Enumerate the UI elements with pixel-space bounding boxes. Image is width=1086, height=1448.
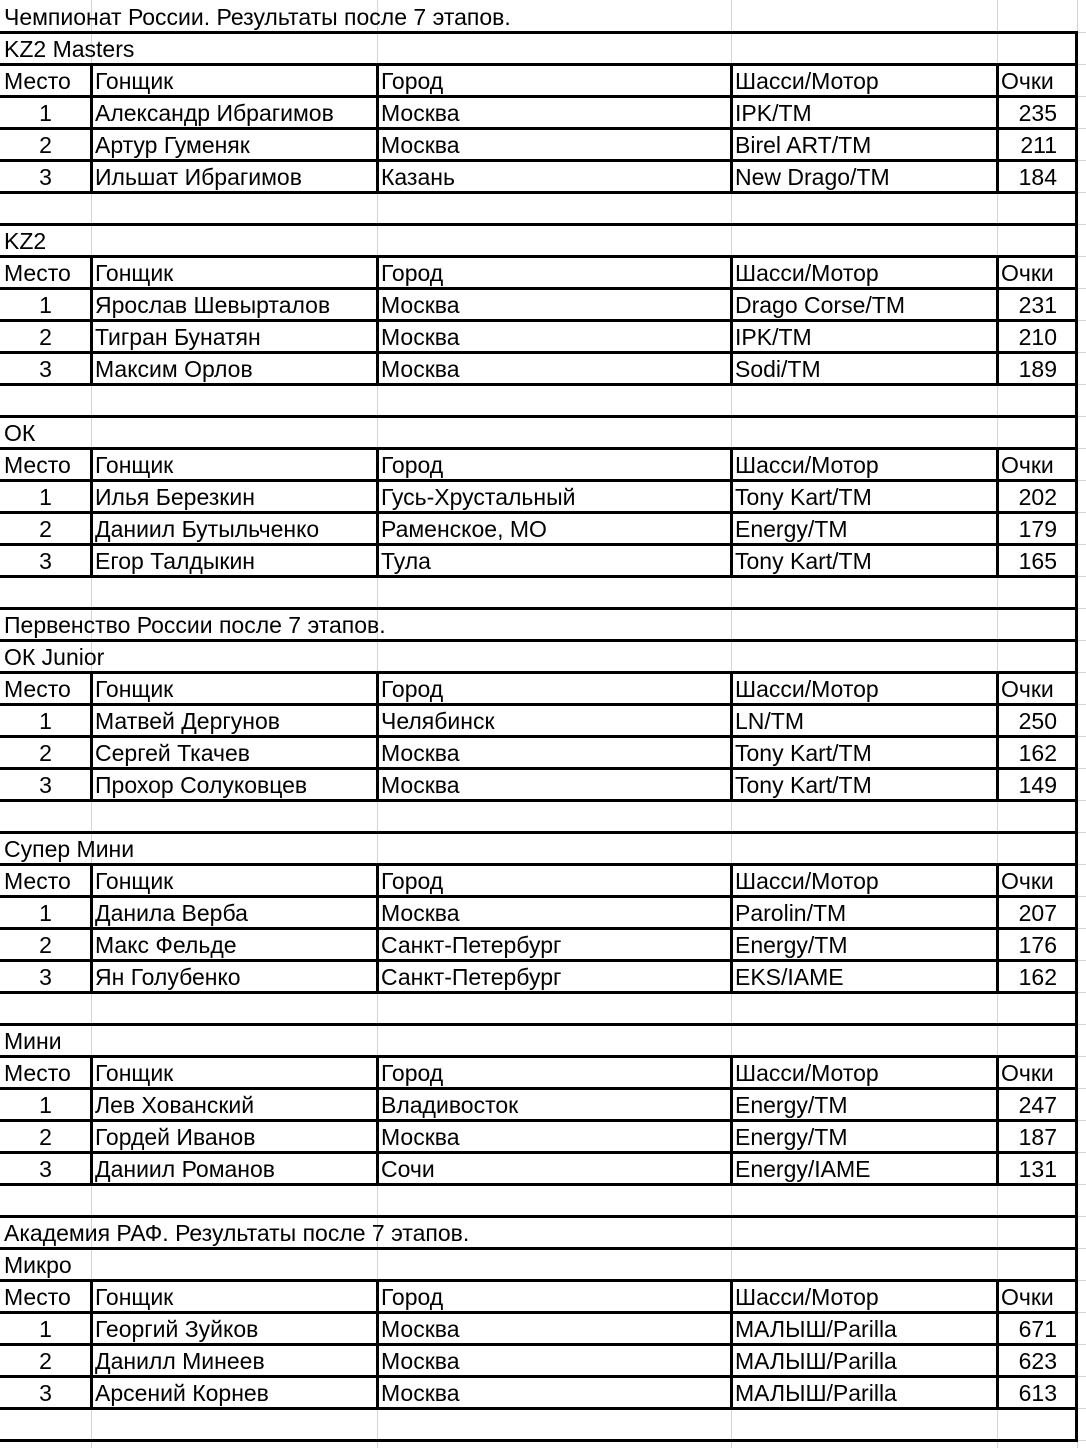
cell-driver[interactable]: Гордей Иванов [95, 1124, 256, 1150]
cell-city[interactable]: Москва [381, 772, 460, 798]
cell-driver[interactable]: Матвей Дергунов [95, 708, 280, 734]
cell-chassis[interactable]: МАЛЫШ/Parilla [735, 1348, 897, 1374]
cell-city[interactable]: Санкт-Петербург [381, 932, 562, 958]
table-row [0, 1312, 1078, 1344]
class-title-row [0, 32, 1078, 64]
column-header-city[interactable]: Город [381, 1060, 444, 1086]
table-row [0, 160, 1078, 192]
table-row [0, 960, 1078, 992]
cell-points[interactable]: 210 [1018, 324, 1057, 350]
cell-chassis[interactable]: Drago Corse/TM [735, 292, 905, 318]
cell-driver[interactable]: Георгий Зуйков [95, 1316, 259, 1342]
cell-driver[interactable]: Артур Гуменяк [95, 132, 250, 158]
cell-chassis[interactable]: Energy/TM [735, 1092, 848, 1118]
cell-points[interactable]: 187 [1018, 1124, 1057, 1150]
cell-chassis[interactable]: IPK/TM [735, 324, 812, 350]
cell-city[interactable]: Москва [381, 292, 460, 318]
table-row [0, 128, 1078, 160]
column-header-place[interactable]: Место [4, 676, 71, 702]
cell-points[interactable]: 162 [1018, 964, 1057, 990]
cell-driver[interactable]: Ильшат Ибрагимов [95, 164, 302, 190]
cell-city[interactable]: Челябинск [381, 708, 495, 734]
cell-driver[interactable]: Даниил Романов [95, 1156, 276, 1182]
table-header-row [0, 1280, 1078, 1312]
cell-points[interactable]: 189 [1018, 356, 1057, 382]
class-title-row [0, 224, 1078, 256]
column-header-driver[interactable]: Гонщик [95, 68, 174, 94]
table-header-row [0, 256, 1078, 288]
table-header-row [0, 448, 1078, 480]
table-row [0, 352, 1078, 384]
column-header-place[interactable]: Место [4, 1284, 71, 1310]
cell-city[interactable]: Москва [381, 1380, 460, 1406]
table-header-row [0, 864, 1078, 896]
cell-driver[interactable]: Ярослав Шевырталов [95, 292, 331, 318]
blank-row [0, 800, 1078, 832]
cell-driver[interactable]: Прохор Солуковцев [95, 772, 308, 798]
table-row [0, 928, 1078, 960]
class-title-row [0, 640, 1078, 672]
cell-place[interactable]: 1 [39, 1316, 52, 1342]
table-row [0, 768, 1078, 800]
cell-points[interactable]: 247 [1018, 1092, 1057, 1118]
blank-row [0, 384, 1078, 416]
cell-chassis[interactable]: Tony Kart/TM [735, 740, 872, 766]
cell-place[interactable]: 2 [39, 740, 52, 766]
cell-points[interactable]: 165 [1018, 548, 1057, 574]
cell-place[interactable]: 3 [39, 1156, 52, 1182]
column-header-chassis[interactable]: Шасси/Мотор [735, 1060, 879, 1086]
cell-place[interactable]: 3 [39, 164, 52, 190]
cell-city[interactable]: Раменское, МО [381, 516, 547, 542]
cell-place[interactable]: 2 [39, 1124, 52, 1150]
column-header-points[interactable]: Очки [1001, 260, 1054, 286]
cell-chassis[interactable]: New Drago/TM [735, 164, 890, 190]
cell-city[interactable]: Гусь-Хрустальный [381, 484, 576, 510]
class-title-row [0, 1024, 1078, 1056]
column-header-chassis[interactable]: Шасси/Мотор [735, 868, 879, 894]
cell-place[interactable]: 1 [39, 484, 52, 510]
cell-chassis[interactable]: Tony Kart/TM [735, 548, 872, 574]
border-line [0, 1439, 1078, 1442]
cell-driver[interactable]: Ян Голубенко [95, 964, 241, 990]
cell-chassis[interactable]: Sodi/TM [735, 356, 821, 382]
cell-points[interactable]: 613 [1018, 1380, 1057, 1406]
class-name[interactable]: ОК Junior [4, 644, 105, 670]
cell-driver[interactable]: Макс Фельде [95, 932, 237, 958]
cell-place[interactable]: 1 [39, 1092, 52, 1118]
cell-place[interactable]: 1 [39, 708, 52, 734]
section-title-row [0, 0, 1078, 32]
cell-points[interactable]: 671 [1018, 1316, 1057, 1342]
table-row [0, 1344, 1078, 1376]
cell-chassis[interactable]: Energy/TM [735, 516, 848, 542]
section-title-row [0, 608, 1078, 640]
class-name[interactable]: Микро [4, 1252, 72, 1278]
column-header-city[interactable]: Город [381, 452, 444, 478]
cell-chassis[interactable]: МАЛЫШ/Parilla [735, 1316, 897, 1342]
column-header-points[interactable]: Очки [1001, 1284, 1054, 1310]
cell-place[interactable]: 2 [39, 932, 52, 958]
cell-driver[interactable]: Илья Березкин [95, 484, 255, 510]
cell-city[interactable]: Москва [381, 1124, 460, 1150]
cell-chassis[interactable]: Energy/TM [735, 932, 848, 958]
cell-points[interactable]: 131 [1018, 1156, 1057, 1182]
column-header-city[interactable]: Город [381, 676, 444, 702]
column-header-points[interactable]: Очки [1001, 452, 1054, 478]
table-header-row [0, 64, 1078, 96]
class-name[interactable]: Мини [4, 1028, 62, 1054]
column-header-driver[interactable]: Гонщик [95, 260, 174, 286]
table-row [0, 96, 1078, 128]
section-title[interactable]: Чемпионат России. Результаты после 7 этапов. [4, 4, 511, 30]
table-row [0, 288, 1078, 320]
column-header-points[interactable]: Очки [1001, 1060, 1054, 1086]
cell-place[interactable]: 3 [39, 356, 52, 382]
cell-points[interactable]: 184 [1018, 164, 1057, 190]
cell-city[interactable]: Москва [381, 100, 460, 126]
cell-place[interactable]: 2 [39, 324, 52, 350]
cell-driver[interactable]: Тигран Бунатян [95, 324, 261, 350]
blank-row [0, 1184, 1078, 1216]
column-header-driver[interactable]: Гонщик [95, 676, 174, 702]
section-title-row [0, 1216, 1078, 1248]
cell-chassis[interactable]: Parolin/TM [735, 900, 847, 926]
cell-points[interactable]: 207 [1018, 900, 1057, 926]
border-line [1075, 31, 1078, 1441]
cell-points[interactable]: 162 [1018, 740, 1057, 766]
column-header-points[interactable]: Очки [1001, 676, 1054, 702]
class-title-row [0, 416, 1078, 448]
cell-points[interactable]: 231 [1018, 292, 1057, 318]
column-header-chassis[interactable]: Шасси/Мотор [735, 68, 879, 94]
cell-chassis[interactable]: МАЛЫШ/Parilla [735, 1380, 897, 1406]
cell-chassis[interactable]: IPK/TM [735, 100, 812, 126]
cell-place[interactable]: 2 [39, 516, 52, 542]
table-header-row [0, 672, 1078, 704]
cell-chassis[interactable]: LN/TM [735, 708, 804, 734]
column-header-driver[interactable]: Гонщик [95, 868, 174, 894]
table-row [0, 1120, 1078, 1152]
column-header-place[interactable]: Место [4, 452, 71, 478]
table-row [0, 320, 1078, 352]
cell-points[interactable]: 176 [1018, 932, 1057, 958]
column-header-chassis[interactable]: Шасси/Мотор [735, 1284, 879, 1310]
cell-place[interactable]: 2 [39, 132, 52, 158]
cell-city[interactable]: Москва [381, 324, 460, 350]
table-row [0, 896, 1078, 928]
blank-row [0, 992, 1078, 1024]
cell-chassis[interactable]: EKS/IAME [735, 964, 844, 990]
cell-points[interactable]: 250 [1018, 708, 1057, 734]
cell-driver[interactable]: Егор Талдыкин [95, 548, 255, 574]
class-name[interactable]: ОК [4, 420, 36, 446]
cell-city[interactable]: Москва [381, 900, 460, 926]
cell-driver[interactable]: Данилл Минеев [95, 1348, 265, 1374]
blank-row [0, 1408, 1078, 1440]
column-header-points[interactable]: Очки [1001, 68, 1054, 94]
cell-chassis[interactable]: Energy/IAME [735, 1156, 871, 1182]
cell-place[interactable]: 3 [39, 1380, 52, 1406]
blank-row [0, 576, 1078, 608]
blank-row [0, 192, 1078, 224]
class-name[interactable]: KZ2 [4, 228, 47, 254]
column-header-driver[interactable]: Гонщик [95, 1060, 174, 1086]
class-name[interactable]: Супер Мини [4, 836, 135, 862]
cell-city[interactable]: Москва [381, 740, 460, 766]
cell-place[interactable]: 3 [39, 548, 52, 574]
table-row [0, 512, 1078, 544]
cell-place[interactable]: 1 [39, 292, 52, 318]
cell-place[interactable]: 3 [39, 964, 52, 990]
section-title[interactable]: Первенство России после 7 этапов. [4, 612, 386, 638]
table-row [0, 480, 1078, 512]
column-header-place[interactable]: Место [4, 1060, 71, 1086]
section-title[interactable]: Академия РАФ. Результаты после 7 этапов. [4, 1220, 470, 1246]
cell-driver[interactable]: Даниил Бутыльченко [95, 516, 320, 542]
cell-points[interactable]: 211 [1020, 132, 1057, 158]
column-header-city[interactable]: Город [381, 1284, 444, 1310]
column-header-city[interactable]: Город [381, 68, 444, 94]
column-header-driver[interactable]: Гонщик [95, 452, 174, 478]
table-row [0, 1088, 1078, 1120]
table-row [0, 1152, 1078, 1184]
cell-driver[interactable]: Сергей Ткачев [95, 740, 250, 766]
column-header-chassis[interactable]: Шасси/Мотор [735, 452, 879, 478]
cell-points[interactable]: 149 [1018, 772, 1057, 798]
cell-place[interactable]: 2 [39, 1348, 52, 1374]
cell-city[interactable]: Тула [381, 548, 431, 574]
cell-place[interactable]: 1 [39, 900, 52, 926]
cell-points[interactable]: 235 [1018, 100, 1057, 126]
table-row [0, 704, 1078, 736]
cell-points[interactable]: 179 [1018, 516, 1057, 542]
column-header-place[interactable]: Место [4, 868, 71, 894]
cell-place[interactable]: 1 [39, 100, 52, 126]
column-header-driver[interactable]: Гонщик [95, 1284, 174, 1310]
class-title-row [0, 1248, 1078, 1280]
table-row [0, 736, 1078, 768]
cell-chassis[interactable]: Tony Kart/TM [735, 484, 872, 510]
cell-points[interactable]: 623 [1018, 1348, 1057, 1374]
cell-chassis[interactable]: Energy/TM [735, 1124, 848, 1150]
cell-city[interactable]: Сочи [381, 1156, 435, 1182]
cell-driver[interactable]: Максим Орлов [95, 356, 253, 382]
class-title-row [0, 832, 1078, 864]
cell-city[interactable]: Москва [381, 1348, 460, 1374]
column-header-chassis[interactable]: Шасси/Мотор [735, 676, 879, 702]
cell-driver[interactable]: Арсений Корнев [95, 1380, 269, 1406]
column-header-chassis[interactable]: Шасси/Мотор [735, 260, 879, 286]
cell-city[interactable]: Москва [381, 132, 460, 158]
column-header-place[interactable]: Место [4, 260, 71, 286]
cell-city[interactable]: Казань [381, 164, 455, 190]
cell-points[interactable]: 202 [1018, 484, 1057, 510]
cell-city[interactable]: Владивосток [381, 1092, 519, 1118]
column-header-points[interactable]: Очки [1001, 868, 1054, 894]
cell-driver[interactable]: Данила Верба [95, 900, 248, 926]
cell-city[interactable]: Москва [381, 1316, 460, 1342]
cell-city[interactable]: Санкт-Петербург [381, 964, 562, 990]
table-header-row [0, 1056, 1078, 1088]
cell-city[interactable]: Москва [381, 356, 460, 382]
cell-chassis[interactable]: Tony Kart/TM [735, 772, 872, 798]
class-name[interactable]: KZ2 Masters [4, 36, 135, 62]
cell-driver[interactable]: Лев Хованский [95, 1092, 255, 1118]
column-header-city[interactable]: Город [381, 260, 444, 286]
column-header-city[interactable]: Город [381, 868, 444, 894]
table-row [0, 544, 1078, 576]
cell-driver[interactable]: Александр Ибрагимов [95, 100, 334, 126]
table-row [0, 1376, 1078, 1408]
cell-chassis[interactable]: Birel ART/TM [735, 132, 872, 158]
cell-place[interactable]: 3 [39, 772, 52, 798]
column-header-place[interactable]: Место [4, 68, 71, 94]
